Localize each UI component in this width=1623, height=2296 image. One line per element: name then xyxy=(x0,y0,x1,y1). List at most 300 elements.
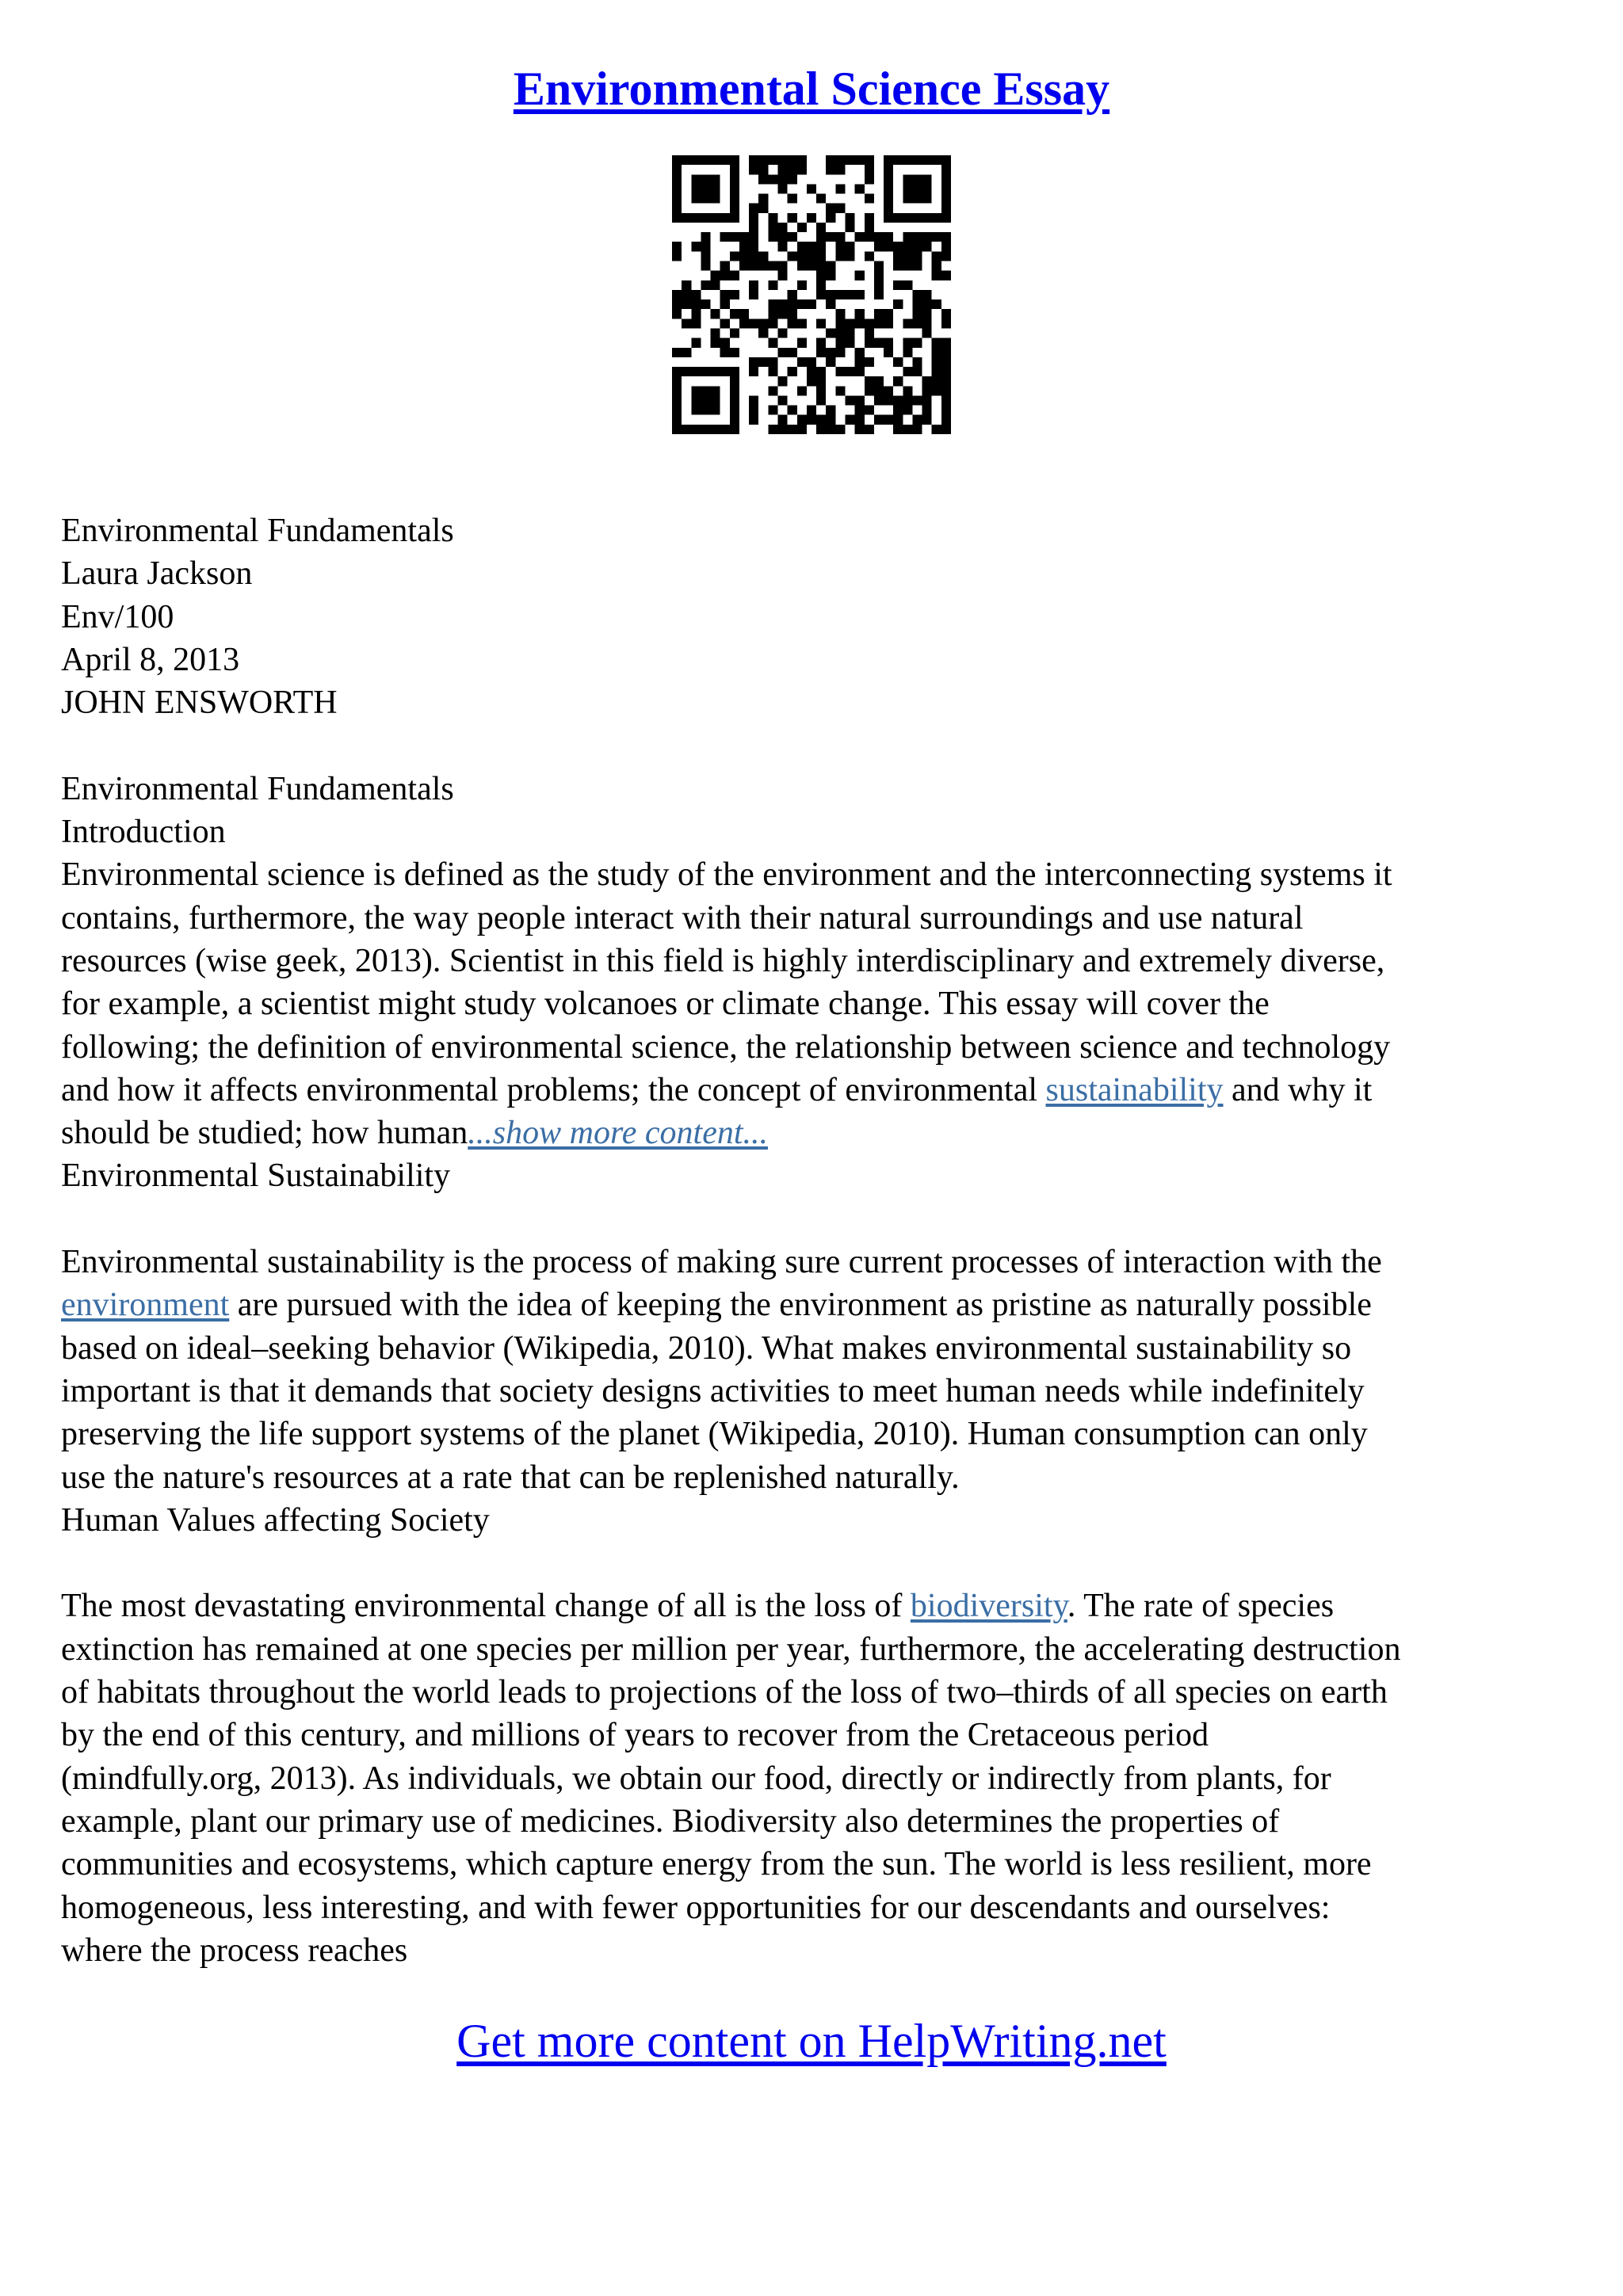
qr-module xyxy=(730,213,739,223)
qr-module xyxy=(922,184,932,193)
qr-module xyxy=(720,318,730,328)
qr-module xyxy=(778,415,788,425)
qr-module xyxy=(672,425,682,434)
qr-module xyxy=(672,309,682,318)
qr-module xyxy=(922,213,932,223)
qr-module xyxy=(778,184,788,193)
qr-module xyxy=(749,242,758,251)
qr-module xyxy=(893,415,903,425)
qr-module xyxy=(720,367,730,376)
qr-module xyxy=(941,376,951,386)
essay-heading: Environmental Fundamentals xyxy=(61,770,454,807)
qr-module xyxy=(874,395,884,405)
qr-module xyxy=(826,155,835,165)
qr-module xyxy=(874,261,884,271)
qr-module xyxy=(845,251,854,261)
qr-module xyxy=(816,290,826,299)
qr-module xyxy=(835,328,845,338)
qr-module xyxy=(768,338,777,348)
qr-module xyxy=(903,395,912,405)
qr-module xyxy=(701,406,710,415)
qr-module xyxy=(691,184,701,193)
qr-module xyxy=(941,204,951,213)
qr-module xyxy=(941,367,951,376)
qr-module xyxy=(826,290,835,299)
qr-module xyxy=(835,184,845,193)
qr-module xyxy=(912,155,922,165)
paragraph-line: Environmental sustainability is the process of making sure current processes of interaction with the xyxy=(61,1244,1382,1281)
qr-module xyxy=(711,386,720,395)
qr-module xyxy=(855,309,865,318)
qr-module xyxy=(835,338,845,348)
qr-module xyxy=(672,348,682,357)
qr-module xyxy=(797,318,807,328)
qr-module xyxy=(730,328,739,338)
qr-module xyxy=(912,425,922,434)
paragraph-line xyxy=(61,1112,1567,1154)
qr-module xyxy=(749,357,758,367)
qr-module xyxy=(941,271,951,280)
qr-module xyxy=(941,184,951,193)
qr-module xyxy=(835,242,845,251)
qr-module xyxy=(922,309,932,318)
qr-module xyxy=(826,415,835,425)
qr-module xyxy=(730,367,739,376)
qr-module xyxy=(739,232,749,242)
qr-module xyxy=(845,415,854,425)
qr-module xyxy=(855,155,865,165)
text-segment: should be studied; how human xyxy=(61,1115,468,1152)
qr-module xyxy=(845,223,854,232)
qr-module xyxy=(778,242,788,251)
qr-module xyxy=(912,357,922,367)
qr-module xyxy=(730,165,739,174)
qr-module xyxy=(807,299,816,309)
paragraph-line xyxy=(61,1069,1567,1112)
qr-module xyxy=(865,251,874,261)
qr-module xyxy=(932,376,941,386)
qr-module xyxy=(788,406,797,415)
qr-module xyxy=(807,242,816,251)
qr-module xyxy=(730,251,739,261)
qr-module xyxy=(807,376,816,386)
qr-module xyxy=(758,357,768,367)
qr-module xyxy=(865,406,874,415)
course-code: Env/100 xyxy=(61,598,174,635)
sustainability-link[interactable]: sustainability xyxy=(1045,1071,1224,1108)
show-more-link[interactable]: ...show more content... xyxy=(468,1115,769,1152)
qr-module xyxy=(922,395,932,405)
qr-module xyxy=(855,348,865,357)
qr-module xyxy=(912,309,922,318)
qr-module xyxy=(816,280,826,290)
qr-module xyxy=(912,213,922,223)
qr-module xyxy=(711,213,720,223)
qr-module xyxy=(816,348,826,357)
text-segment: and why it xyxy=(1223,1071,1373,1108)
qr-module xyxy=(816,261,826,271)
qr-module xyxy=(865,386,874,395)
qr-module xyxy=(893,406,903,415)
qr-module xyxy=(768,425,777,434)
qr-module xyxy=(826,357,835,367)
qr-module xyxy=(884,213,893,223)
qr-module xyxy=(826,406,835,415)
qr-module xyxy=(922,242,932,251)
qr-module xyxy=(922,386,932,395)
paragraph-line: of habitats throughout the world leads to projections of the loss of two–thirds of all species on earth xyxy=(61,1674,1388,1711)
qr-module xyxy=(903,194,912,204)
qr-module xyxy=(720,213,730,223)
qr-module xyxy=(711,309,720,318)
qr-module xyxy=(941,194,951,204)
qr-module xyxy=(884,309,893,318)
qr-module xyxy=(884,174,893,184)
document-title xyxy=(0,57,1623,120)
qr-module xyxy=(701,213,710,223)
qr-module xyxy=(874,290,884,299)
paragraph-line: following; the definition of environmental science, the relationship between science and technology xyxy=(61,1028,1391,1066)
qr-module xyxy=(884,194,893,204)
qr-module xyxy=(845,338,854,348)
qr-module xyxy=(778,425,788,434)
qr-module xyxy=(758,318,768,328)
qr-module xyxy=(758,174,768,184)
qr-module xyxy=(730,232,739,242)
qr-module xyxy=(826,328,835,338)
qr-module xyxy=(701,299,710,309)
qr-module xyxy=(865,357,874,367)
qr-module xyxy=(884,338,893,348)
qr-module xyxy=(672,194,682,204)
qr-modules xyxy=(672,155,951,434)
qr-module xyxy=(730,425,739,434)
qr-module xyxy=(797,425,807,434)
qr-module xyxy=(749,223,758,232)
qr-module xyxy=(758,155,768,165)
qr-module xyxy=(855,415,865,425)
qr-module xyxy=(701,232,710,242)
qr-module xyxy=(893,395,903,405)
qr-module xyxy=(672,174,682,184)
qr-module xyxy=(807,184,816,193)
qr-module xyxy=(893,357,903,367)
qr-module xyxy=(874,271,884,280)
qr-module xyxy=(797,299,807,309)
qr-module xyxy=(893,242,903,251)
qr-module xyxy=(691,367,701,376)
qr-module xyxy=(682,318,691,328)
qr-module xyxy=(922,174,932,184)
qr-module xyxy=(672,386,682,395)
qr-module xyxy=(835,318,845,328)
qr-module xyxy=(912,194,922,204)
qr-module xyxy=(903,425,912,434)
qr-module xyxy=(855,271,865,280)
qr-module xyxy=(845,242,854,251)
qr-module xyxy=(778,299,788,309)
qr-module xyxy=(768,174,777,184)
qr-module xyxy=(672,290,682,299)
qr-module xyxy=(941,415,951,425)
qr-module xyxy=(788,367,797,376)
qr-module xyxy=(884,348,893,357)
qr-module xyxy=(768,367,777,376)
qr-module xyxy=(672,406,682,415)
qr-module xyxy=(932,155,941,165)
qr-module xyxy=(903,174,912,184)
qr-module xyxy=(758,204,768,213)
qr-module xyxy=(711,174,720,184)
qr-module xyxy=(682,425,691,434)
qr-module xyxy=(865,328,874,338)
qr-module xyxy=(893,213,903,223)
qr-module xyxy=(758,194,768,204)
text-segment: are pursued with the idea of keeping the environment as pristine as naturally possible xyxy=(229,1287,1372,1324)
qr-module xyxy=(893,376,903,386)
qr-module xyxy=(672,251,682,261)
qr-module xyxy=(720,338,730,348)
paragraph-line: where the process reaches xyxy=(61,1932,408,1969)
qr-module xyxy=(855,425,865,434)
qr-module xyxy=(778,395,788,405)
qr-module xyxy=(711,280,720,290)
qr-module xyxy=(826,425,835,434)
qr-module xyxy=(778,309,788,318)
qr-module xyxy=(672,204,682,213)
environment-link[interactable]: environment xyxy=(61,1287,230,1324)
qr-module xyxy=(691,155,701,165)
qr-module xyxy=(730,415,739,425)
qr-module xyxy=(932,338,941,348)
qr-module xyxy=(903,348,912,357)
qr-module xyxy=(788,165,797,174)
qr-module xyxy=(835,367,845,376)
qr-module xyxy=(691,174,701,184)
qr-module xyxy=(682,290,691,299)
qr-module xyxy=(903,251,912,261)
biodiversity-link[interactable]: biodiversity xyxy=(910,1588,1067,1625)
qr-module xyxy=(845,290,854,299)
qr-module xyxy=(855,232,865,242)
qr-module xyxy=(720,271,730,280)
qr-module xyxy=(807,251,816,261)
qr-module xyxy=(826,232,835,242)
qr-module xyxy=(730,271,739,280)
qr-module xyxy=(730,174,739,184)
qr-module xyxy=(711,155,720,165)
qr-module xyxy=(884,318,893,328)
qr-module xyxy=(672,395,682,405)
qr-module xyxy=(701,155,710,165)
qr-module xyxy=(672,155,682,165)
qr-module xyxy=(768,280,777,290)
qr-module xyxy=(711,406,720,415)
qr-module xyxy=(903,155,912,165)
qr-module xyxy=(932,357,941,367)
qr-module xyxy=(691,299,701,309)
qr-module xyxy=(730,155,739,165)
qr-module xyxy=(893,425,903,434)
paragraph-line: example, plant our primary use of medicines. Biodiversity also determines the properties of xyxy=(61,1802,1280,1840)
qr-module xyxy=(691,386,701,395)
qr-module xyxy=(797,415,807,425)
section-heading-sustainability: Environmental Sustainability xyxy=(61,1158,451,1195)
qr-module xyxy=(903,232,912,242)
qr-module xyxy=(758,328,768,338)
qr-module xyxy=(720,299,730,309)
qr-module xyxy=(778,348,788,357)
qr-module xyxy=(932,251,941,261)
qr-module xyxy=(768,309,777,318)
qr-module xyxy=(865,376,874,386)
qr-module xyxy=(768,155,777,165)
qr-module xyxy=(778,328,788,338)
qr-module xyxy=(922,406,932,415)
qr-module xyxy=(816,194,826,204)
qr-module xyxy=(711,184,720,193)
qr-module xyxy=(797,357,807,367)
qr-module xyxy=(912,415,922,425)
qr-module xyxy=(788,425,797,434)
qr-module xyxy=(730,194,739,204)
qr-module xyxy=(903,261,912,271)
paragraph-line: for example, a scientist might study volcanoes or climate change. This essay will cover the xyxy=(61,986,1270,1023)
qr-module xyxy=(912,290,922,299)
qr-module xyxy=(701,425,710,434)
qr-module xyxy=(826,348,835,357)
qr-module xyxy=(922,318,932,328)
qr-module xyxy=(816,425,826,434)
qr-module xyxy=(932,232,941,242)
section-heading-introduction: Introduction xyxy=(61,814,226,851)
course-title: Environmental Fundamentals xyxy=(61,513,454,549)
qr-module xyxy=(855,184,865,193)
qr-module xyxy=(797,338,807,348)
spacer xyxy=(61,1198,1567,1241)
qr-module xyxy=(912,338,922,348)
qr-module xyxy=(922,328,932,338)
qr-module xyxy=(730,184,739,193)
qr-module xyxy=(941,395,951,405)
qr-module xyxy=(788,290,797,299)
qr-module xyxy=(749,261,758,271)
qr-module xyxy=(932,367,941,376)
qr-module xyxy=(788,194,797,204)
qr-module xyxy=(912,242,922,251)
qr-module xyxy=(826,261,835,271)
paragraph-line: homogeneous, less interesting, and with fewer opportunities for our descendants and ourselves: xyxy=(61,1889,1331,1926)
qr-module xyxy=(912,318,922,328)
qr-module xyxy=(941,425,951,434)
qr-module xyxy=(682,348,691,357)
qr-module xyxy=(788,213,797,223)
qr-module xyxy=(768,213,777,223)
qr-module xyxy=(941,338,951,348)
qr-module xyxy=(788,251,797,261)
paragraph-line: Environmental science is defined as the study of the environment and the interconnecting systems it xyxy=(61,856,1392,894)
qr-module xyxy=(711,328,720,338)
qr-module xyxy=(845,213,854,223)
qr-module xyxy=(768,223,777,232)
qr-module xyxy=(749,367,758,376)
qr-module xyxy=(778,271,788,280)
qr-module xyxy=(768,318,777,328)
qr-module xyxy=(730,290,739,299)
qr-module xyxy=(845,318,854,328)
qr-module xyxy=(941,318,951,328)
qr-module xyxy=(797,386,807,395)
qr-module xyxy=(893,155,903,165)
qr-module xyxy=(730,376,739,386)
qr-module xyxy=(797,261,807,271)
qr-module xyxy=(884,165,893,174)
qr-module xyxy=(701,395,710,405)
qr-module xyxy=(922,415,932,425)
helpwriting-link[interactable]: Get more content on HelpWriting.net xyxy=(456,2015,1167,2067)
essay-date: April 8, 2013 xyxy=(61,641,240,678)
qr-module xyxy=(807,357,816,367)
qr-module xyxy=(749,290,758,299)
qr-module xyxy=(778,165,788,174)
qr-module xyxy=(739,242,749,251)
qr-module xyxy=(855,367,865,376)
qr-module xyxy=(711,367,720,376)
qr-module xyxy=(711,395,720,405)
section-heading-human-values: Human Values affecting Society xyxy=(61,1501,490,1539)
qr-module xyxy=(788,299,797,309)
qr-module xyxy=(835,155,845,165)
paragraph-line: resources (wise geek, 2013). Scientist in this field is highly interdisciplinary and extremely diverse, xyxy=(61,942,1385,979)
qr-module xyxy=(845,155,854,165)
qr-module xyxy=(874,415,884,425)
qr-module xyxy=(691,194,701,204)
qr-module xyxy=(932,271,941,280)
title-link[interactable]: Environmental Science Essay xyxy=(513,63,1110,115)
qr-module xyxy=(941,357,951,367)
qr-module xyxy=(730,395,739,405)
qr-module xyxy=(941,386,951,395)
qr-module xyxy=(701,261,710,271)
qr-module xyxy=(711,271,720,280)
qr-module xyxy=(855,318,865,328)
qr-module xyxy=(835,309,845,318)
qr-module xyxy=(730,406,739,415)
qr-module xyxy=(778,155,788,165)
qr-module xyxy=(701,194,710,204)
qr-module xyxy=(932,425,941,434)
qr-module xyxy=(720,155,730,165)
qr-module xyxy=(720,425,730,434)
qr-module xyxy=(749,155,758,165)
qr-module xyxy=(701,184,710,193)
qr-module xyxy=(903,184,912,193)
qr-module xyxy=(912,261,922,271)
qr-module xyxy=(865,425,874,434)
qr-module xyxy=(768,299,777,309)
qr-module xyxy=(932,261,941,271)
qr-module xyxy=(845,328,854,338)
author-name: Laura Jackson xyxy=(61,555,253,593)
paragraph-line: based on ideal–seeking behavior (Wikipedia, 2010). What makes environmental sustainability so xyxy=(61,1329,1352,1367)
qr-module xyxy=(941,213,951,223)
qr-module xyxy=(749,280,758,290)
qr-module xyxy=(807,406,816,415)
qr-module xyxy=(730,348,739,357)
qr-module xyxy=(903,367,912,376)
qr-module xyxy=(874,338,884,348)
qr-module xyxy=(835,348,845,357)
